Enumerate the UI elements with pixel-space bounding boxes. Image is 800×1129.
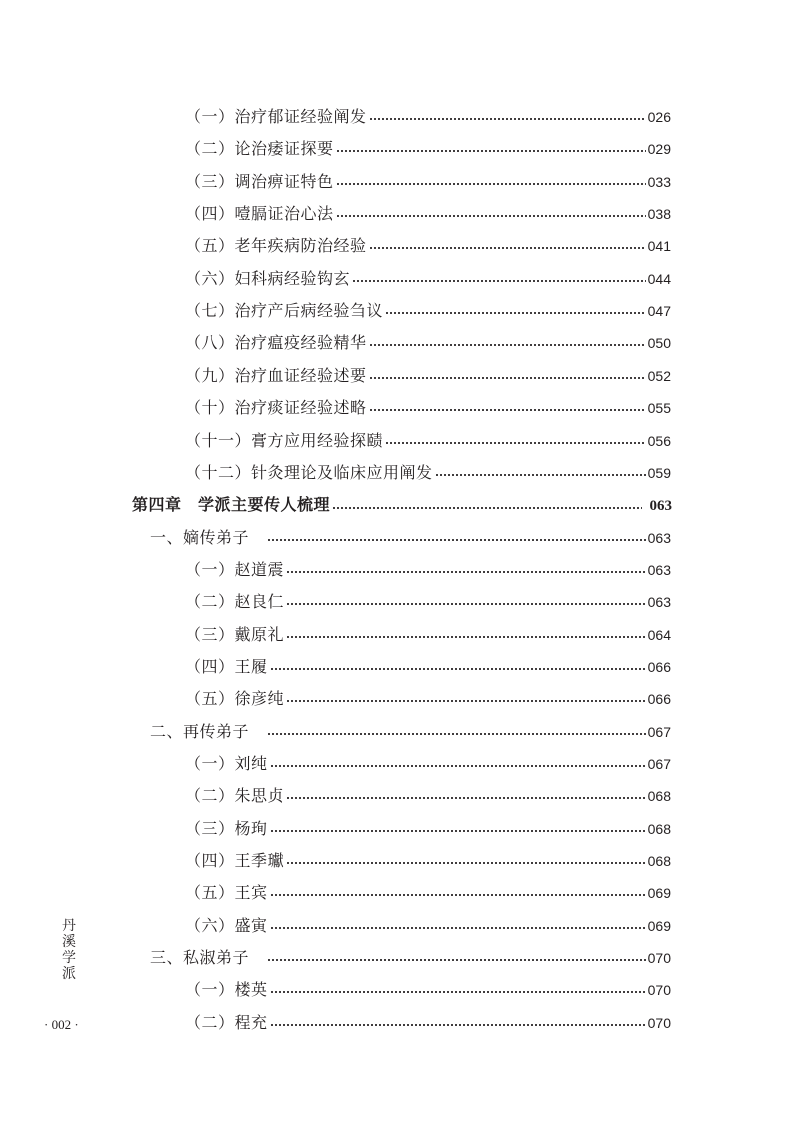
toc-subsection-entry[interactable] [185,204,671,224]
dot-leader [270,764,646,768]
dot-leader [267,732,646,736]
toc-entry-title: （七）治疗产后病经验刍议 [185,301,384,320]
toc-entry-page: 068 [647,788,671,804]
toc-entry-page: 063 [647,530,671,546]
dot-leader [270,829,646,833]
toc-subsection-entry[interactable] [185,463,671,483]
toc-subsection-entry[interactable] [185,625,671,645]
toc-entry-page: 068 [647,821,671,837]
toc-entry-title: （一）楼英 [185,980,268,999]
toc-entry-title: （一）刘纯 [185,754,268,773]
toc-subsection-entry[interactable] [185,107,671,127]
toc-entry-page: 055 [647,400,671,416]
dot-leader [369,246,646,250]
toc-entry-title: （九）治疗血证经验述要 [185,366,367,385]
toc-entry-title: 二、再传弟子 [150,722,250,741]
toc-entry-page: 059 [647,465,671,481]
toc-entry-title: （一）赵道震 [185,560,285,579]
toc-subsection-entry[interactable] [185,269,671,289]
toc-entry-page: 050 [647,335,671,351]
dot-leader [286,796,646,800]
toc-entry-page: 070 [647,982,671,998]
toc-entry-page: 041 [647,238,671,254]
toc-subsection-entry[interactable] [185,431,671,451]
toc-entry-page: 052 [647,368,671,384]
toc-subsection-entry[interactable] [185,980,671,1000]
toc-subsection-entry[interactable] [185,819,671,839]
toc-entry-page: 067 [647,724,671,740]
dot-leader [369,408,646,412]
toc-subsection-entry[interactable] [185,301,671,321]
running-side-title: 丹溪学派 [62,918,76,982]
toc-section-entry[interactable] [150,528,671,548]
toc-entry-page: 069 [647,885,671,901]
toc-entry-page: 063 [649,498,672,514]
dot-leader [336,149,646,153]
toc-entry-title: （五）徐彦纯 [185,689,285,708]
toc-subsection-entry[interactable] [185,754,671,774]
dot-leader [286,570,646,574]
toc-subsection-entry[interactable] [185,560,671,580]
dot-leader [336,182,646,186]
toc-entry-title: （二）朱思贞 [185,786,285,805]
toc-subsection-entry[interactable] [185,398,671,418]
dot-leader [270,1023,646,1027]
toc-entry-title: （五）王宾 [185,883,268,902]
dot-leader [369,117,646,121]
toc-subsection-entry[interactable] [185,786,671,806]
toc-subsection-entry[interactable] [185,851,671,871]
dot-leader [369,376,646,380]
toc-entry-page: 063 [647,562,671,578]
toc-entry-page: 070 [647,1015,671,1031]
toc-entry-page: 068 [647,853,671,869]
toc-subsection-entry[interactable] [185,139,671,159]
dot-leader [385,311,646,315]
toc-entry-title: 一、嫡传弟子 [150,528,250,547]
toc-entry-title: （四）王季瓛 [185,851,285,870]
toc-entry-title: （十）治疗痰证经验述略 [185,398,367,417]
toc-entry-title: （六）盛寅 [185,916,268,935]
toc-entry-page: 026 [647,109,671,125]
toc-entry-page: 056 [647,433,671,449]
toc-entry-title: （五）老年疾病防治经验 [185,236,367,255]
toc-entry-title: （二）论治痿证探要 [185,139,334,158]
toc-entry-title: （一）治疗郁证经验阐发 [185,107,367,126]
toc-entry-title: （四）噎膈证治心法 [185,204,334,223]
page-number: · 002 · [44,1017,79,1032]
toc-entry-title: （二）程充 [185,1013,268,1032]
dot-leader [270,926,646,930]
toc-entry-title: （六）妇科病经验钩玄 [185,269,351,288]
toc-subsection-entry[interactable] [185,366,671,386]
dot-leader [267,958,646,962]
toc-subsection-entry[interactable] [185,236,671,256]
toc-entry-title: （十一）膏方应用经验探赜 [185,431,384,450]
toc-subsection-entry[interactable] [185,916,671,936]
toc-section-entry[interactable] [150,722,671,742]
dot-leader [270,990,646,994]
toc-entry-title: （八）治疗瘟疫经验精华 [185,333,367,352]
dot-leader [286,635,646,639]
toc-entry-title: （四）王履 [185,657,268,676]
toc-subsection-entry[interactable] [185,689,671,709]
toc-entry-page: 064 [647,627,671,643]
dot-leader [286,699,646,703]
toc-subsection-entry[interactable] [185,592,671,612]
toc-subsection-entry[interactable] [185,883,671,903]
toc-subsection-entry[interactable] [185,657,671,677]
toc-section-entry[interactable] [150,948,671,968]
toc-entry-page: 033 [647,174,671,190]
dot-leader [336,214,646,218]
dot-leader [369,343,646,347]
toc-subsection-entry[interactable] [185,1013,671,1033]
toc-entry-page: 047 [647,303,671,319]
toc-entry-page: 038 [647,206,671,222]
toc-entry-title: （三）杨珣 [185,819,268,838]
toc-entry-page: 067 [647,756,671,772]
toc-entry-page: 069 [647,918,671,934]
toc-subsection-entry[interactable] [185,172,671,192]
toc-subsection-entry[interactable] [185,333,671,353]
dot-leader [352,279,646,283]
toc-entry-title: 三、私淑弟子 [150,948,250,967]
toc-entry-page: 063 [647,594,671,610]
dot-leader [385,441,646,445]
toc-entry-title: （十二）针灸理论及临床应用阐发 [185,463,433,482]
dot-leader [270,667,646,671]
dot-leader [270,893,646,897]
toc-entry-page: 044 [647,271,671,287]
dot-leader [267,538,646,542]
toc-entry-page: 066 [647,691,671,707]
toc-entry-page: 066 [647,659,671,675]
toc-entry-page: 029 [647,141,671,157]
dot-leader [435,473,646,477]
toc-entry-title: （三）调治痹证特色 [185,172,334,191]
toc-chapter-entry[interactable] [132,495,672,516]
dot-leader [332,506,641,510]
toc-entry-title: （二）赵良仁 [185,592,285,611]
toc-entry-page: 070 [647,950,671,966]
dot-leader [286,602,646,606]
toc-entry-title: （三）戴原礼 [185,625,285,644]
dot-leader [286,861,646,865]
toc-entry-title: 第四章 学派主要传人梳理 [132,495,331,514]
